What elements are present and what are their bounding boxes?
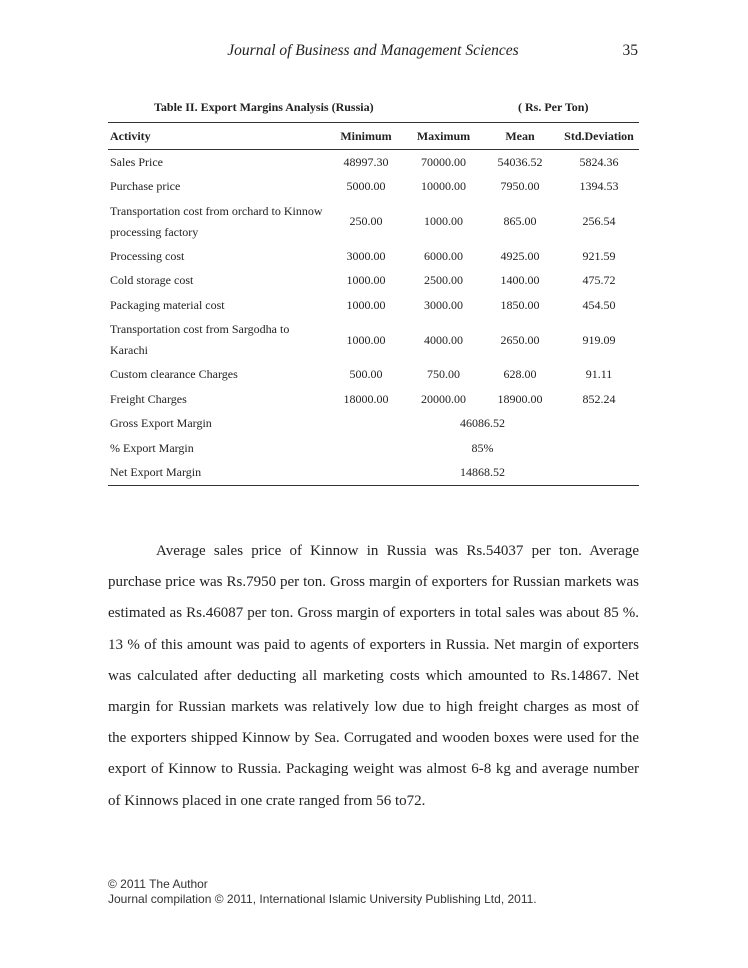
cell-mean: 7950.00 xyxy=(500,179,540,194)
cell-std-deviation: 475.72 xyxy=(582,273,616,288)
page-number: 35 xyxy=(622,42,638,59)
cell-activity: Purchase price xyxy=(110,179,181,194)
cell-mean: 54036.52 xyxy=(497,154,543,169)
cell-mean: 865.00 xyxy=(503,214,537,228)
column-header-mean: Mean xyxy=(481,123,559,150)
cell-mean: 4925.00 xyxy=(500,248,540,263)
table-row xyxy=(108,318,639,363)
cell-minimum: 3000.00 xyxy=(346,248,386,263)
cell-minimum: 5000.00 xyxy=(346,179,386,194)
summary-row xyxy=(108,412,639,437)
cell-maximum: 750.00 xyxy=(427,367,460,382)
journal-name: Journal of Business and Management Sciences xyxy=(227,42,519,59)
cell-minimum: 1000.00 xyxy=(346,273,386,288)
body-paragraph: Average sales price of Kinnow in Russia was Rs.54037 per ton. Average purchase price was Rs.7950 per ton. Gross margin of exporters for Russian markets was estimated as Rs.46087 per ton. Gross margin of exporters in total sales was about 85 %. 13 % of this amount was paid to agents of exporters in Russia. Net margin of exporters was calculated after deducting all marketing costs which amounted to Rs.14867. Net margin for Russian markets was relatively low due to high freight charges as most of the exporters shipped Kinnow by Sea. Corrugated and wooden boxes were used for the export of Kinnow to Russia. Packaging weight was almost 6-8 kg and average number of Kinnows placed in one crate ranged from 56 to72. xyxy=(108,543,639,809)
cell-activity: Freight Charges xyxy=(110,391,187,406)
column-header-minimum: Minimum xyxy=(326,123,406,150)
cell-minimum: 48997.30 xyxy=(343,154,389,169)
cell-minimum: 500.00 xyxy=(349,367,383,382)
cell-activity: Custom clearance Charges xyxy=(110,367,238,382)
cell-minimum: 250.00 xyxy=(349,214,383,228)
cell-activity: Transportation cost from orchard to Kinnow processing factory xyxy=(110,203,323,239)
table-row xyxy=(108,269,639,294)
cell-mean: 1400.00 xyxy=(500,273,540,288)
cell-std-deviation: 852.24 xyxy=(582,391,616,406)
cell-activity: Processing cost xyxy=(110,248,185,263)
summary-row xyxy=(108,461,639,486)
cell-maximum: 3000.00 xyxy=(424,297,463,312)
summary-label: Net Export Margin xyxy=(108,461,326,486)
table-row xyxy=(108,150,639,175)
cell-activity: Cold storage cost xyxy=(110,273,194,288)
cell-activity: Packaging material cost xyxy=(110,297,225,312)
export-margins-table xyxy=(108,122,639,486)
cell-maximum: 20000.00 xyxy=(421,391,466,406)
cell-maximum: 6000.00 xyxy=(424,248,463,263)
cell-std-deviation: 1394.53 xyxy=(579,179,619,194)
summary-label: % Export Margin xyxy=(110,440,194,455)
cell-minimum: 18000.00 xyxy=(343,391,389,406)
cell-minimum: 1000.00 xyxy=(346,297,386,312)
copyright-author: © 2011 The Author xyxy=(108,877,208,891)
column-header-std-deviation: Std.Deviation xyxy=(559,123,639,150)
table-row xyxy=(108,199,639,244)
table-row xyxy=(108,244,639,269)
cell-minimum: 1000.00 xyxy=(346,332,386,347)
cell-maximum: 70000.00 xyxy=(421,154,466,169)
column-header-maximum: Maximum xyxy=(406,123,481,150)
summary-value: 46086.52 xyxy=(460,416,505,431)
page-footer xyxy=(108,877,537,907)
cell-std-deviation: 921.59 xyxy=(582,248,616,263)
cell-mean: 1850.00 xyxy=(500,297,540,312)
cell-mean: 2650.00 xyxy=(500,332,540,347)
copyright-journal: Journal compilation © 2011, International Islamic University Publishing Ltd, 2011. xyxy=(108,892,537,906)
cell-std-deviation: 454.50 xyxy=(582,297,616,312)
cell-maximum: 1000.00 xyxy=(424,214,463,228)
summary-value: 14868.52 xyxy=(326,461,639,486)
column-header-activity: Activity xyxy=(108,123,326,150)
table-row xyxy=(108,175,639,200)
cell-std-deviation: 919.09 xyxy=(582,332,616,347)
cell-activity: Transportation cost from Sargodha to Karachi xyxy=(110,322,290,357)
table-title: Table II. Export Margins Analysis (Russia) xyxy=(154,100,374,114)
running-header xyxy=(108,40,638,66)
table-unit: ( Rs. Per Ton) xyxy=(518,100,589,114)
table-header-row xyxy=(108,123,639,150)
summary-label: Gross Export Margin xyxy=(110,416,212,431)
cell-activity: Sales Price xyxy=(110,154,163,169)
cell-mean: 628.00 xyxy=(503,367,537,382)
table-row xyxy=(108,363,639,388)
cell-maximum: 2500.00 xyxy=(424,273,463,288)
table-row xyxy=(108,293,639,318)
summary-row xyxy=(108,436,639,461)
cell-std-deviation: 256.54 xyxy=(582,214,616,228)
cell-mean: 18900.00 xyxy=(497,391,543,406)
table-row xyxy=(108,387,639,412)
cell-maximum: 10000.00 xyxy=(421,179,466,194)
export-margins-table-block xyxy=(108,96,639,486)
cell-std-deviation: 5824.36 xyxy=(579,154,619,169)
table-caption xyxy=(108,96,639,122)
cell-std-deviation: 91.11 xyxy=(585,367,613,382)
cell-maximum: 4000.00 xyxy=(424,332,463,347)
summary-value: 85% xyxy=(471,440,494,455)
